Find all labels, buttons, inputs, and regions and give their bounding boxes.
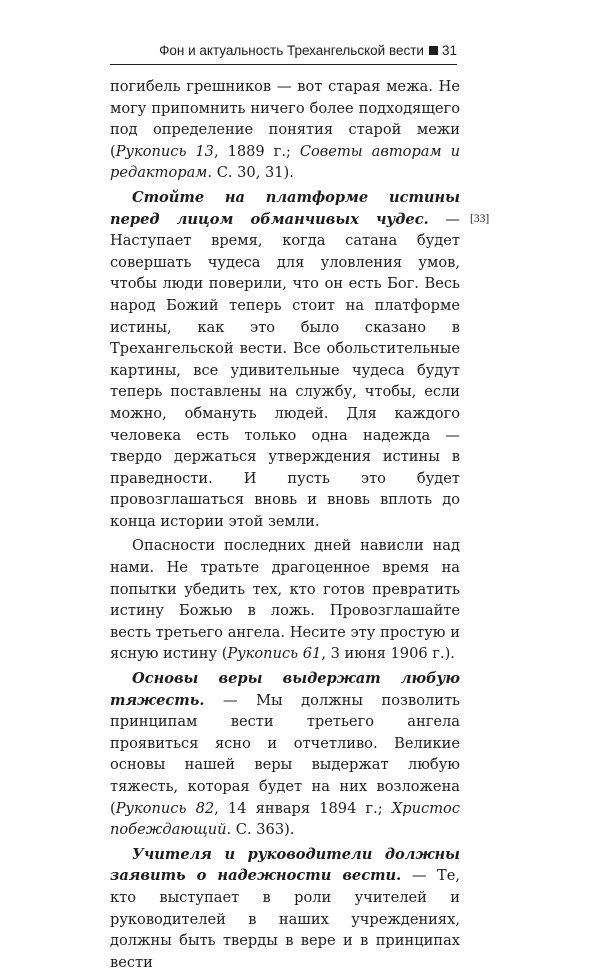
paragraph-1-text-a: погибель грешников — вот старая межа. Не могу припомнить ничего более подходящего под определение понятия старой межи (: [110, 78, 460, 160]
paragraph-1-book-title: Советы авторам и редакторам: [110, 142, 460, 182]
paragraph-2-text: — Наступает время, когда сатана будет совершать чудеса для уловления умов, чтобы люди поверили, что он есть Бог. Весь народ Божий теперь стоит на платформе истины, как это было сказано в Трехангельской вести. Все обольстительные картины, все удивительные чудеса будут теперь поставлены на службу, чтобы, если можно, обмануть людей. Для каждого человека есть только одна надежда — твердо держаться утверждения истины в праведности. И пусть это будет провозглашаться вновь и вновь вплоть до конца истории этой земли.: [110, 210, 460, 530]
paragraph-4-book-title: Христос побеждающий: [110, 799, 460, 839]
paragraph-3: [110, 535, 460, 665]
paragraph-2-heading: Стойте на платформе истины перед лицом обманчивых чудес.: [110, 188, 460, 228]
page-number: 31: [441, 43, 457, 58]
paragraph-4-heading: Основы веры выдержат любую тяжесть.: [110, 670, 460, 709]
paragraph-1-text-c: . С. 30, 31).: [207, 164, 294, 182]
paragraph-4-text-a: — Мы должны позволить принципам вести третьего ангела проявиться ясно и отчетливо. Великие основы нашей веры выдержат любую тяжесть, которая будет на них возложена (: [110, 691, 460, 817]
paragraph-3-source: Рукопись 61: [227, 645, 322, 663]
running-header: [110, 42, 457, 65]
paragraph-1-text-b: , 1889 г.;: [213, 142, 300, 160]
page-body: [110, 76, 460, 976]
paragraph-4-source: Рукопись 82: [115, 799, 215, 817]
paragraph-5-heading: Учителя и руководители должны заявить о надежности вести.: [110, 845, 460, 885]
paragraph-5: [110, 844, 460, 974]
paragraph-2: [110, 187, 460, 533]
paragraph-1: [110, 76, 460, 184]
paragraph-4-text-b: , 14 января 1894 г.;: [214, 799, 392, 817]
paragraph-5-text: — Те, кто выступает в роли учителей и руководителей в наших учреждениях, должны быть тверды в вере и в принципах вести: [110, 867, 460, 971]
running-title: Фон и актуальность Трехангельской вести: [159, 43, 424, 58]
paragraph-3-text-b: , 3 июня 1906 г.).: [321, 645, 455, 663]
paragraph-1-source: Рукопись 13: [115, 142, 214, 160]
margin-page-reference: [33]: [470, 213, 490, 225]
paragraph-4-text-c: . С. 363).: [226, 821, 295, 839]
paragraph-4: [110, 668, 460, 841]
paragraph-3-text-a: Опасности последних дней нависли над нами. Не тратьте драгоценное время на попытки убедить тех, кто готов превратить истину Божью в ложь. Провозглашайте весть третьего ангела. Несите эту простую и ясную истину (: [110, 537, 460, 663]
separator-square-icon: [429, 46, 438, 55]
